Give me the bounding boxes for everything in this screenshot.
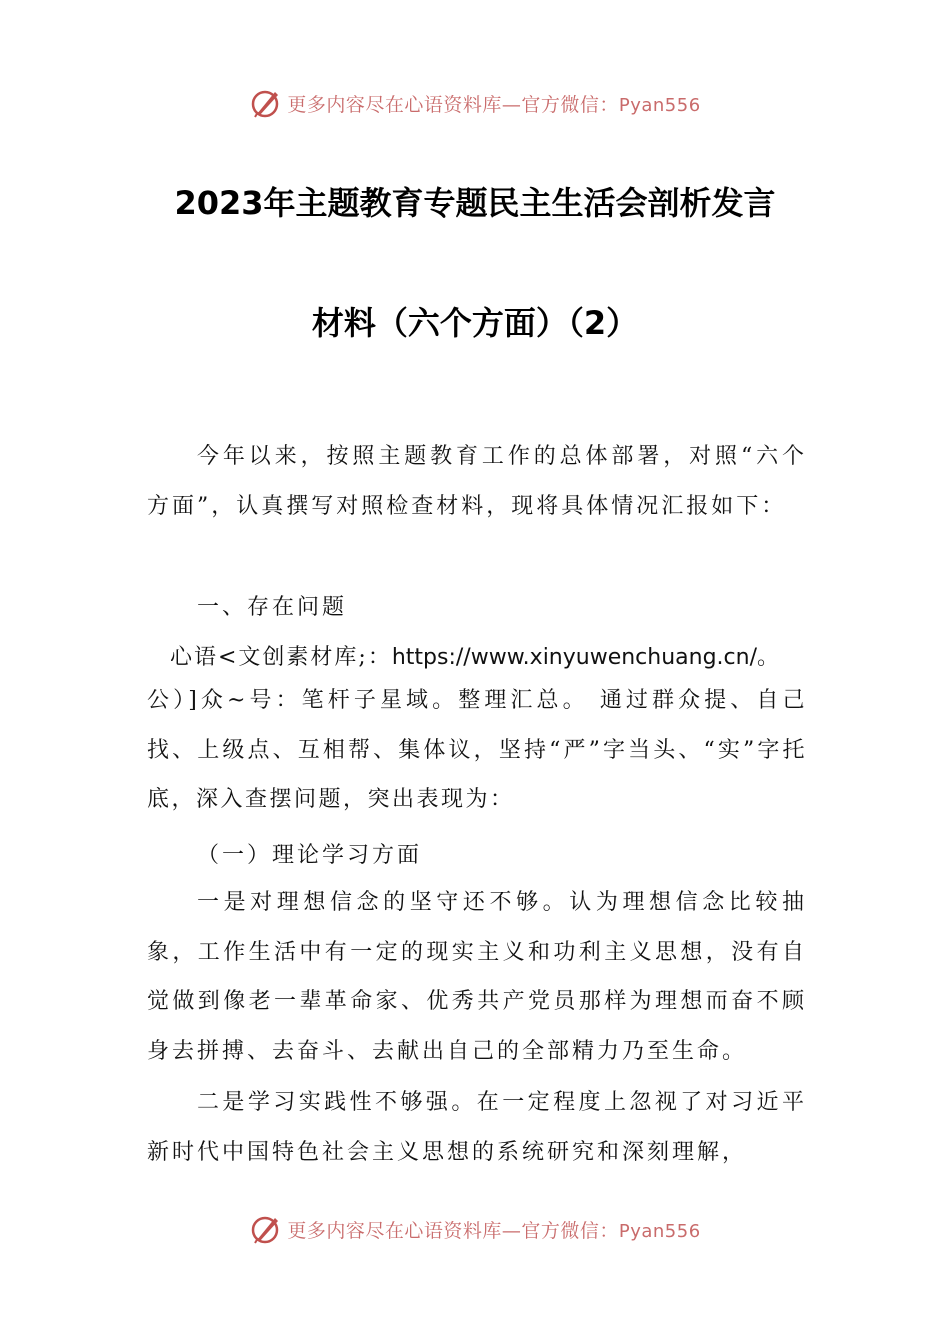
source-line-2: 公）]众~号：笔杆子星域。整理汇总。 xyxy=(147,688,589,713)
watermark-text: 更多内容尽在心语资料库—官方微信：Pyan556 xyxy=(287,93,701,116)
quill-pen-logo-icon xyxy=(249,1212,283,1246)
quill-pen-logo-icon xyxy=(249,86,283,120)
section-heading-problems: 一、存在问题 xyxy=(197,595,348,620)
watermark-footer xyxy=(0,1209,950,1249)
watermark-header xyxy=(0,83,950,123)
watermark-text: 更多内容尽在心语资料库—官方微信：Pyan556 xyxy=(287,1219,701,1242)
document-title-line-2: 材料（六个方面）（2） xyxy=(311,304,639,342)
summary-text: 通过群众提、自己找、上级点、互相帮、集体议，坚持“严”字当头、“实”字托底，深入查摆问题，突出表现为： xyxy=(147,688,807,812)
source-url: https://www.xinyuwenchuang.cn/ xyxy=(391,645,757,670)
point-1-paragraph: 一是对理想信念的坚守还不够。认为理想信念比较抽象，工作生活中有一定的现实主义和功利主义思想，没有自觉做到像老一辈革命家、优秀共产党员那样为理想而奋不顾身去拼搏、去奋斗、去献出自己的全部精力乃至生命。 xyxy=(147,890,807,1064)
source-line: 心语<文创素材库;：https://www.xinyuwenchuang.cn/。 xyxy=(170,645,782,670)
intro-paragraph: 今年以来，按照主题教育工作的总体部署，对照“六个方面”，认真撰写对照检查材料，现将具体情况汇报如下： xyxy=(147,444,807,519)
point-2-paragraph: 二是学习实践性不够强。在一定程度上忽视了对习近平新时代中国特色社会主义思想的系统研究和深刻理解， xyxy=(147,1090,807,1165)
document-title-line-1: 2023年主题教育专题民主生活会剖析发言 xyxy=(174,184,776,222)
subsection-heading-theory: （一）理论学习方面 xyxy=(197,843,423,868)
summary-paragraph xyxy=(147,676,807,825)
